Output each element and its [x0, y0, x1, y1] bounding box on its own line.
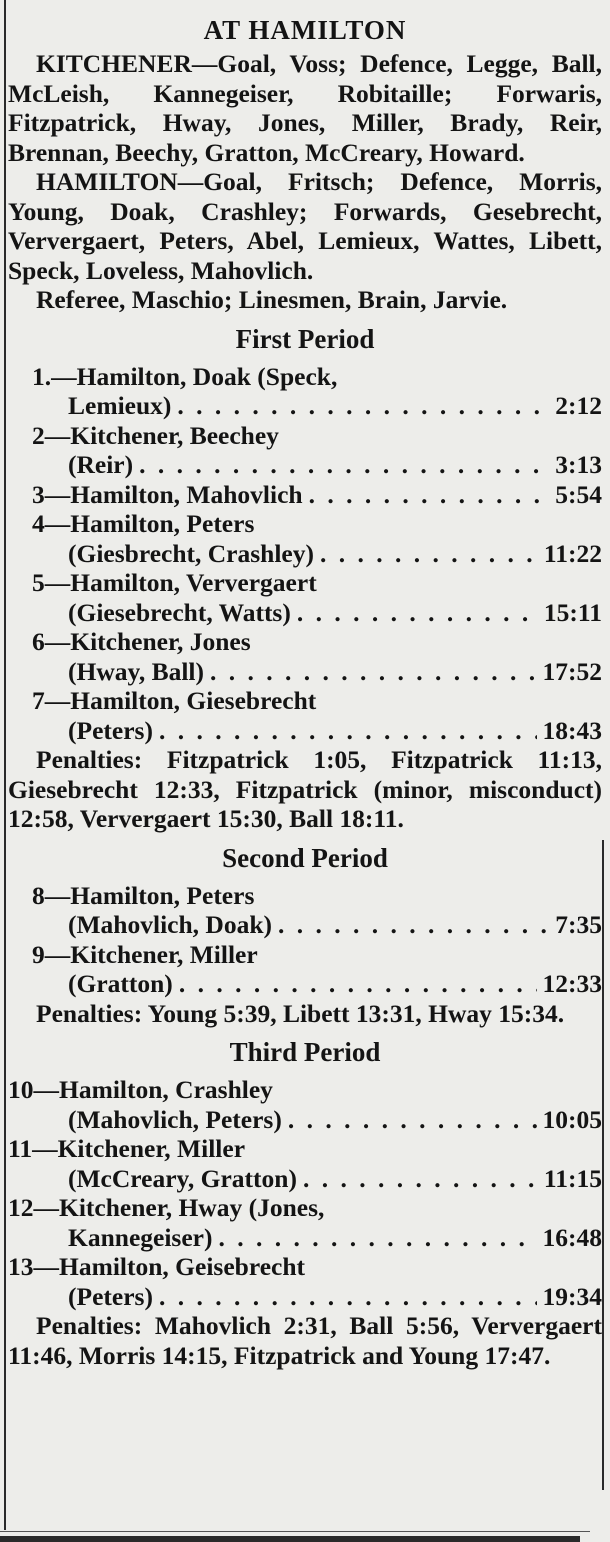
goal-entry — [8, 480, 602, 510]
goal-assists-row — [8, 1105, 602, 1135]
dot-leader — [309, 480, 550, 510]
goal-time: 10:05 — [542, 1104, 602, 1134]
goal-assists-row — [8, 450, 602, 480]
dot-leader — [320, 539, 538, 569]
goal-time: 7:35 — [555, 910, 602, 939]
dot-leader — [177, 391, 549, 421]
goal-scorer: 8—Hamilton, Peters — [32, 880, 255, 910]
goal-assists: (Hway, Ball) — [68, 656, 205, 686]
goal-time: 18:43 — [542, 715, 602, 745]
goal-time: 3:13 — [555, 450, 602, 479]
goal-scorer: 1.—Hamilton, Doak (Speck, — [32, 361, 338, 391]
goal-time: 19:34 — [542, 1281, 602, 1311]
goal-scorer: 6—Kitchener, Jones — [32, 627, 251, 656]
kitchener-lineup: KITCHENER—Goal, Voss; Defence, Legge, Ball, McLeish, Kannegeiser, Robitaille; Forwaris, Fitzpatrick, Hway, Jones, Miller, Brady, Reir, Brennan, Beechy, Gratton, McCreary, Howard. — [8, 49, 602, 167]
goal-entry — [8, 881, 602, 940]
period-heading-second: Second Period — [222, 842, 388, 873]
hamilton-lineup: HAMILTON—Goal, Fritsch; Defence, Morris, Young, Doak, Crashley; Forwards, Gesebrecht, Ververgaert, Peters, Abel, Lemieux, Wattes, Libett, Speck, Loveless, Mahovlich. — [8, 167, 602, 285]
goal-assists: (Giesbrecht, Crashley) — [68, 538, 314, 568]
dot-leader — [288, 1105, 537, 1135]
goal-assists: (Peters) — [68, 715, 153, 745]
goal-assists-row — [8, 1223, 602, 1253]
goal-scorer: 11—Kitchener, Miller — [8, 1134, 246, 1163]
goal-entry — [8, 1134, 602, 1193]
goal-time: 15:11 — [543, 597, 602, 627]
dot-leader — [297, 598, 538, 628]
goal-time: 16:48 — [542, 1222, 602, 1252]
goal-assists: (Gratton) — [68, 969, 173, 998]
goal-assists-row — [8, 1282, 602, 1312]
goal-scorer: 10—Hamilton, Crashley — [8, 1075, 273, 1104]
goal-time: 11:15 — [543, 1163, 602, 1193]
goal-time: 5:54 — [555, 479, 602, 509]
goal-assists: (Peters) — [68, 1281, 153, 1311]
goal-time: 2:12 — [555, 391, 602, 420]
goal-entry — [8, 421, 602, 480]
goal-assists-row — [8, 598, 602, 628]
goal-time: 11:22 — [543, 538, 602, 568]
period-heading-first: First Period — [235, 323, 375, 354]
goal-assists: (Mahovlich, Peters) — [68, 1104, 282, 1134]
goal-assists: (McCreary, Gratton) — [68, 1163, 297, 1193]
third-period-scoring — [8, 1075, 602, 1311]
penalties-third-period: Penalties: Mahovlich 2:31, Ball 5:56, Ververgaert 11:46, Morris 14:15, Fitzpatrick and Young 17:47. — [8, 1311, 602, 1370]
dot-leader — [303, 1164, 538, 1194]
goal-scorer: 2—Kitchener, Beechey — [32, 420, 279, 450]
goal-assists-row — [8, 391, 602, 421]
goal-entry — [8, 686, 602, 745]
goal-entry — [8, 568, 602, 627]
goal-entry — [8, 1075, 602, 1134]
goal-entry — [8, 509, 602, 568]
dot-leader — [159, 716, 537, 746]
goal-entry — [8, 1193, 602, 1252]
dot-leader — [159, 1282, 537, 1312]
first-period-scoring — [8, 362, 602, 746]
goal-scorer: 12—Kitchener, Hway (Jones, — [8, 1193, 325, 1222]
goal-scorer: 7—Hamilton, Giesebrecht — [32, 686, 317, 715]
dot-leader — [278, 910, 549, 940]
penalties-first-period: Penalties: Fitzpatrick 1:05, Fitzpatrick 11:13, Giesebrecht 12:33, Fitzpatrick (minor, misconduct) 12:58, Ververgaert 15:30, Ball 18:11. — [8, 745, 602, 833]
goal-scorer: 5—Hamilton, Ververgaert — [32, 568, 317, 597]
goal-assists: (Mahovlich, Doak) — [68, 910, 272, 939]
dot-leader — [179, 969, 537, 999]
goal-entry — [8, 362, 602, 421]
dot-leader — [218, 1223, 536, 1253]
goal-assists: (Giesebrecht, Watts) — [68, 597, 291, 627]
goal-assists: (Reir) — [68, 450, 134, 479]
goal-entry — [8, 1252, 602, 1311]
period-heading-third: Third Period — [229, 1037, 381, 1067]
second-period-scoring — [8, 881, 602, 999]
goal-time: 12:33 — [542, 969, 602, 998]
officials: Referee, Maschio; Linesmen, Brain, Jarvie. — [36, 285, 508, 314]
goal-entry — [8, 940, 602, 999]
goal-assists-row — [8, 716, 602, 746]
goal-assists-row — [8, 657, 602, 687]
goal-time: 17:52 — [542, 656, 602, 686]
article-heading: AT HAMILTON — [203, 15, 407, 45]
goal-scorer: 3—Hamilton, Mahovlich — [32, 479, 303, 509]
dot-leader — [210, 657, 536, 687]
goal-scorer: 13—Hamilton, Geisebrecht — [8, 1252, 305, 1281]
goal-scorer: 4—Hamilton, Peters — [32, 509, 255, 538]
goal-entry — [8, 627, 602, 686]
goal-assists-row — [8, 1164, 602, 1194]
goal-scorer: 9—Kitchener, Miller — [32, 939, 258, 969]
goal-assists: Kannegeiser) — [68, 1222, 213, 1252]
goal-assists-row — [8, 910, 602, 940]
goal-assists-row — [8, 539, 602, 569]
goal-assists: Lemieux) — [68, 391, 172, 420]
dot-leader — [139, 450, 549, 480]
goal-assists-row — [8, 969, 602, 999]
penalties-second-period: Penalties: Young 5:39, Libett 13:31, Hway 15:34. — [36, 998, 565, 1028]
